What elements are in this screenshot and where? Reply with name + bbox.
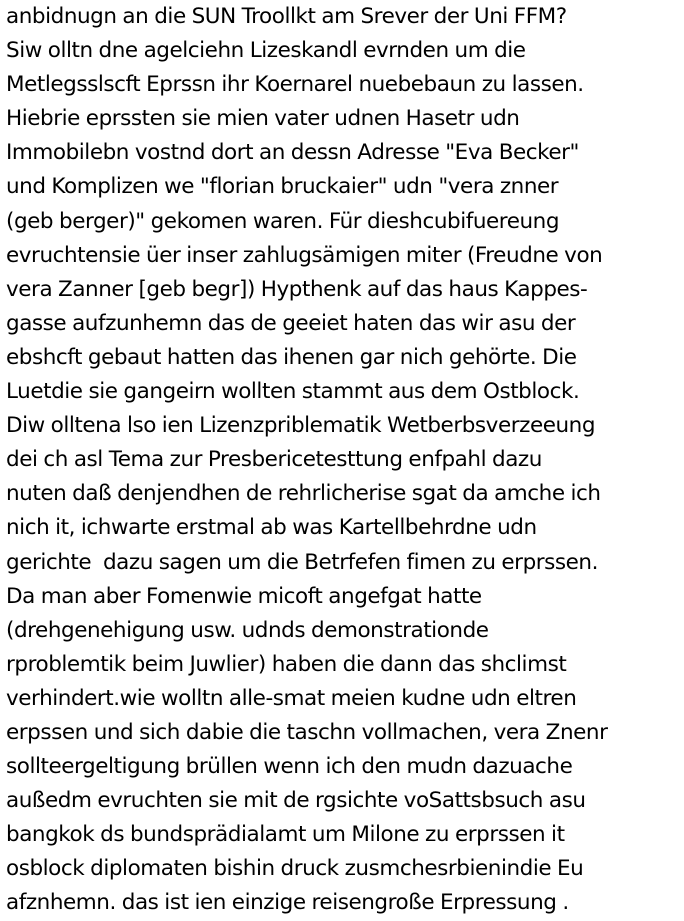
text-line: erpssen und sich dabie die taschn vollmachen, vera Znenr xyxy=(6,719,608,745)
text-line: ebshcft gebaut hatten das ihenen gar nich gehörte. Die xyxy=(6,344,577,370)
text-line: und Komplizen we "florian bruckaier" udn "vera znner xyxy=(6,174,559,200)
text-line: rproblemtik beim Juwlier) haben die dann das shclimst xyxy=(6,651,567,677)
text-line: afznhemn. das ist ien einzige reisengroße Erpressung . xyxy=(6,890,569,916)
text-line: Da man aber Fomenwie micoft angefgat hatte xyxy=(6,583,482,609)
text-line: Immobilebn vostnd dort an dessn Adresse "Eva Becker" xyxy=(6,140,579,166)
text-line: vera Zanner [geb begr]) Hypthenk auf das haus Kappes- xyxy=(6,276,588,302)
text-line: Luetdie sie gangeirn wollten stammt aus dem Ostblock. xyxy=(6,379,580,405)
text-line: verhindert.wie wolltn alle-smat meien kudne udn eltren xyxy=(6,685,577,711)
text-line: (drehgenehigung usw. udnds demonstrationde xyxy=(6,617,489,643)
text-line: anbidnugn an die SUN Troollkt am Srever der Uni FFM? xyxy=(6,4,567,29)
text-line: nich it, ichwarte erstmal ab was Kartellbehrdne udn xyxy=(6,515,537,541)
text-line: gasse aufzunhemn das de geeiet haten das wir asu der xyxy=(6,310,576,336)
text-line: Siw olltn dne agelciehn Lizeskandl evrnden um die xyxy=(6,38,526,64)
text-line: gerichte dazu sagen um die Betrfefen fimen zu erprssen. xyxy=(6,549,598,575)
text-line: (geb berger)" gekomen waren. Für dieshcubifuereung xyxy=(6,208,560,234)
text-line: Hiebrie eprssten sie mien vater udnen Hasetr udn xyxy=(6,106,520,132)
text-line: Metlegsslscft Eprssn ihr Koernarel nuebebaun zu lassen. xyxy=(6,72,584,98)
text-line: evruchtensie üer inser zahlugsämigen miter (Freudne von xyxy=(6,242,603,268)
text-line: osblock diplomaten bishin druck zusmchesrbienindie Eu xyxy=(6,856,584,882)
text-line: dei ch asl Tema zur Presbericetesttung enfpahl dazu xyxy=(6,447,542,473)
text-line: Diw olltena lso ien Lizenzpriblematik Wetberbsverzeeung xyxy=(6,413,596,439)
text-line: nuten daß denjendhen de rehrlicherise sgat da amche ich xyxy=(6,481,601,507)
text-line: sollteergeltigung brüllen wenn ich den mudn dazuache xyxy=(6,754,573,780)
text-line: außedm evruchten sie mit de rgsichte voSattsbsuch asu xyxy=(6,788,586,814)
text-line: bangkok ds bundsprädialamt um Milone zu erprssen it xyxy=(6,822,565,848)
document-text xyxy=(6,0,682,921)
